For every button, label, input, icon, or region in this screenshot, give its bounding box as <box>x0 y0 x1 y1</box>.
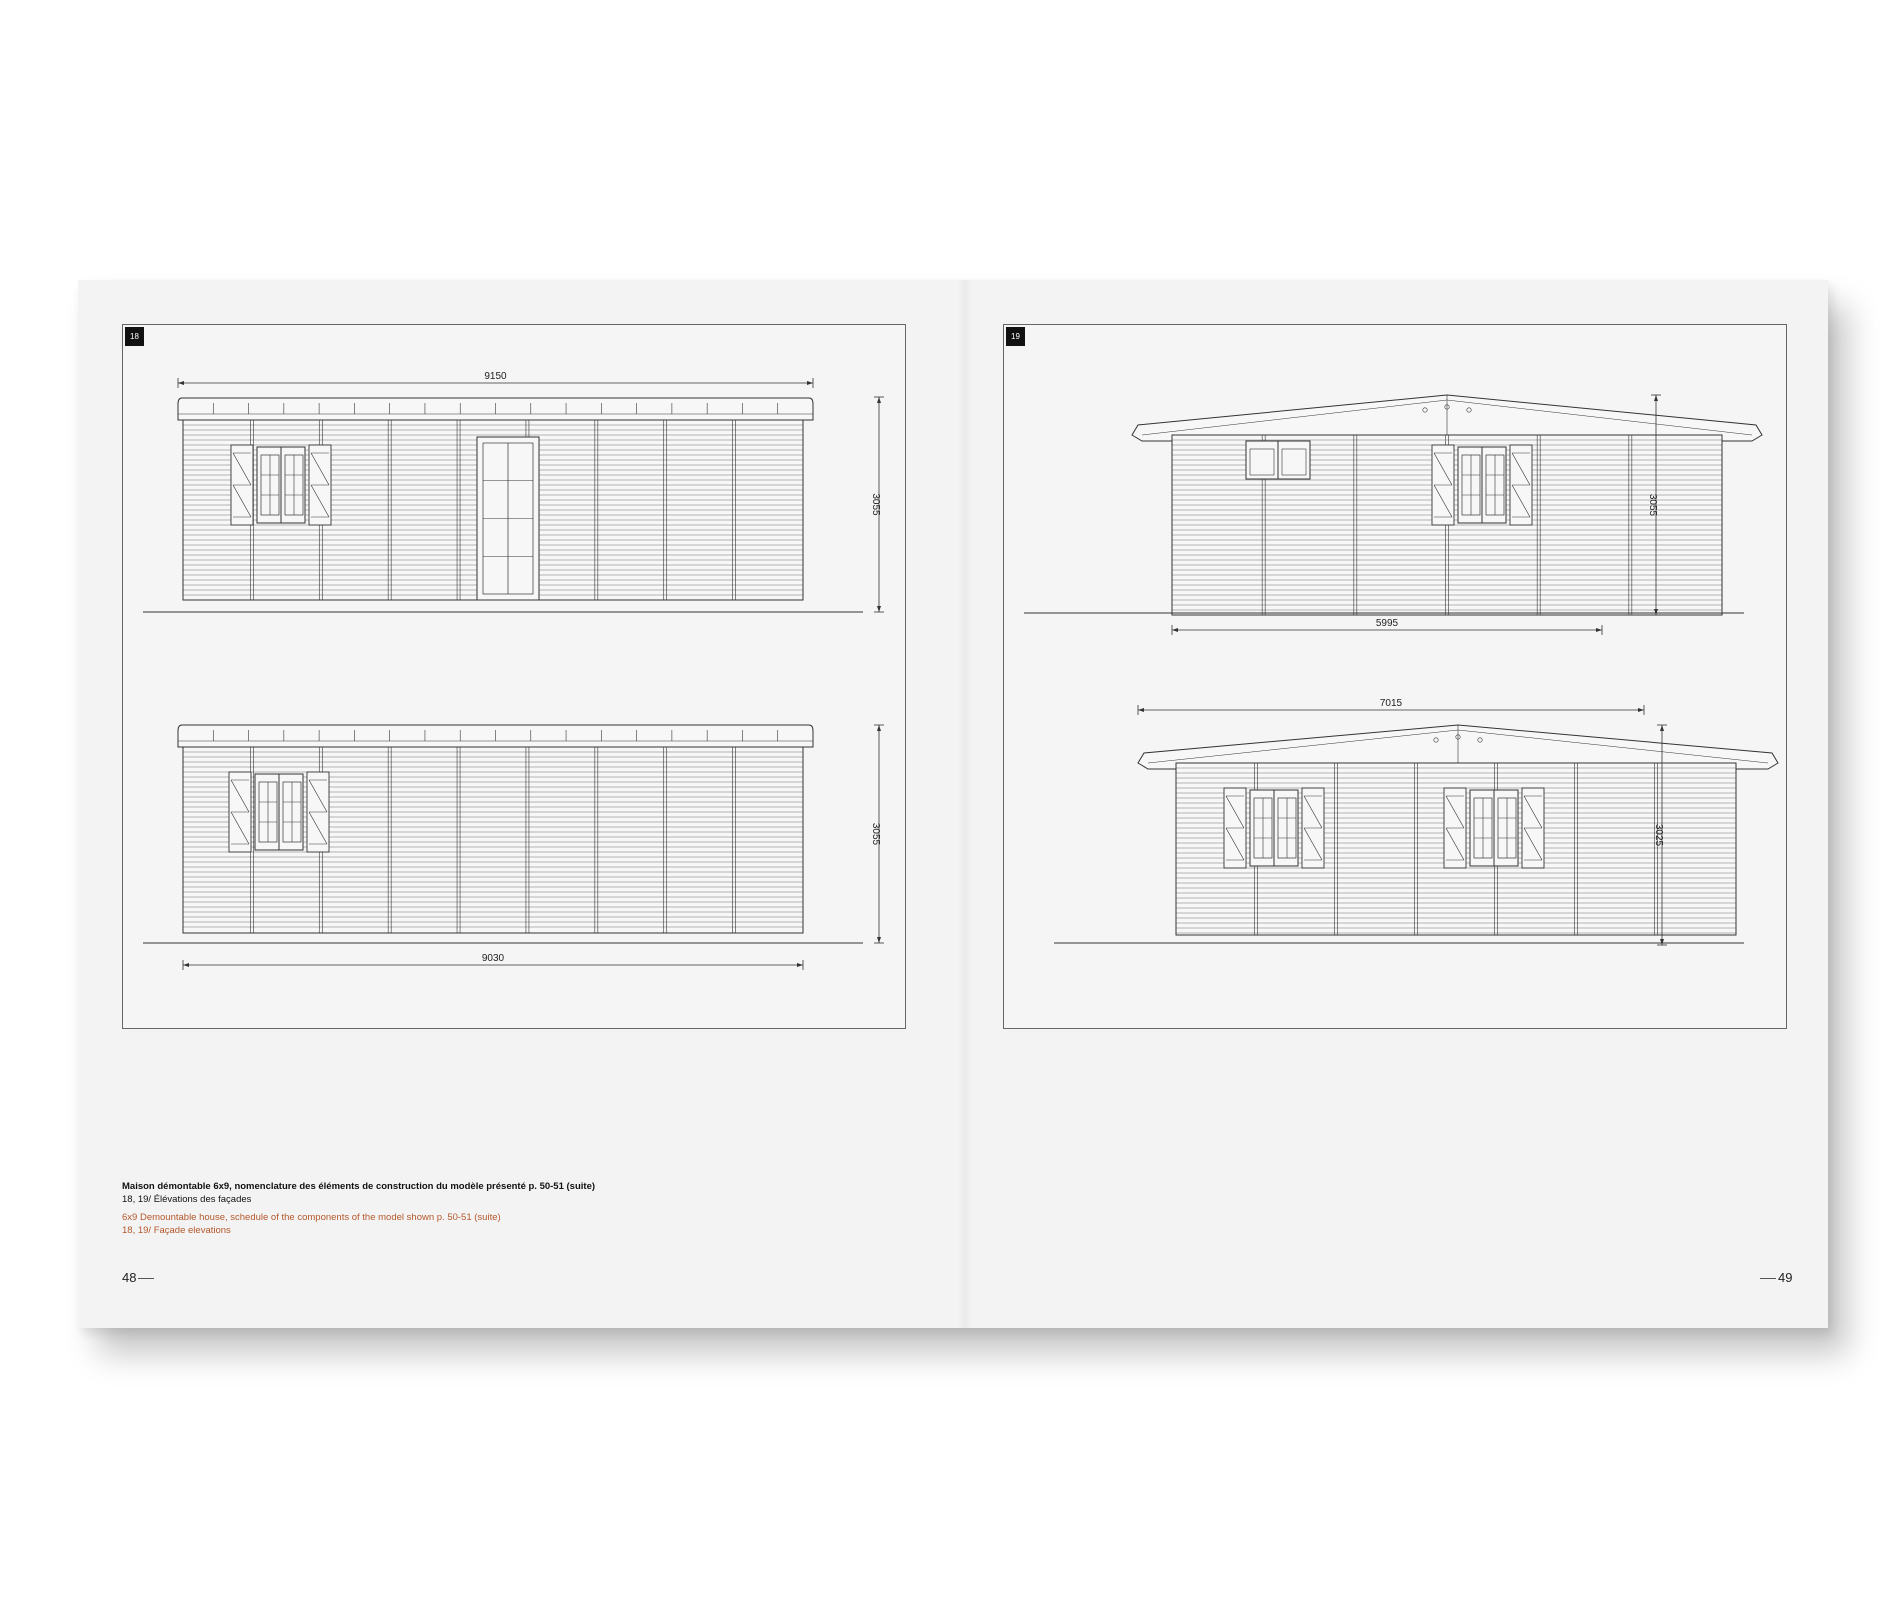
dim-height-19a-label: 3055 <box>1647 493 1658 517</box>
dim-width-19b-label: 7015 <box>1379 698 1403 709</box>
figure-18 <box>122 324 906 1029</box>
caption <box>122 1180 722 1237</box>
dim-width-18b-label: 9030 <box>481 953 505 964</box>
page-number-left-value: 48 <box>122 1270 137 1285</box>
page-number-right <box>1758 1270 1792 1285</box>
dim-height-18b-label: 3055 <box>870 822 881 846</box>
caption-fr-title: Maison démontable 6x9, nomenclature des éléments de construction du modèle présenté p. 50-51 (suite) <box>122 1181 596 1192</box>
elevation-drawings-19 <box>1004 325 1786 1028</box>
caption-fr-sub: 18, 19/ Élévations des façades <box>122 1194 252 1205</box>
elevation-drawings-18 <box>123 325 905 1028</box>
dim-height-18a-label: 3055 <box>870 493 881 516</box>
figure-badge-19: 19 <box>1006 327 1025 346</box>
figure-19 <box>1003 324 1787 1029</box>
dim-width-18a-label: 9150 <box>484 371 507 382</box>
page-number-right-value: 49 <box>1778 1270 1793 1285</box>
caption-en-sub: 18, 19/ Façade elevations <box>122 1225 231 1236</box>
caption-en-title: 6x9 Demountable house, schedule of the components of the model shown p. 50-51 (suite) <box>122 1212 501 1223</box>
book-gutter <box>958 280 972 1328</box>
page-number-left <box>122 1270 156 1285</box>
dim-width-19a-label: 5995 <box>1375 618 1399 629</box>
figure-badge-18: 18 <box>125 327 144 346</box>
dim-height-19b-label: 3025 <box>1653 823 1664 847</box>
